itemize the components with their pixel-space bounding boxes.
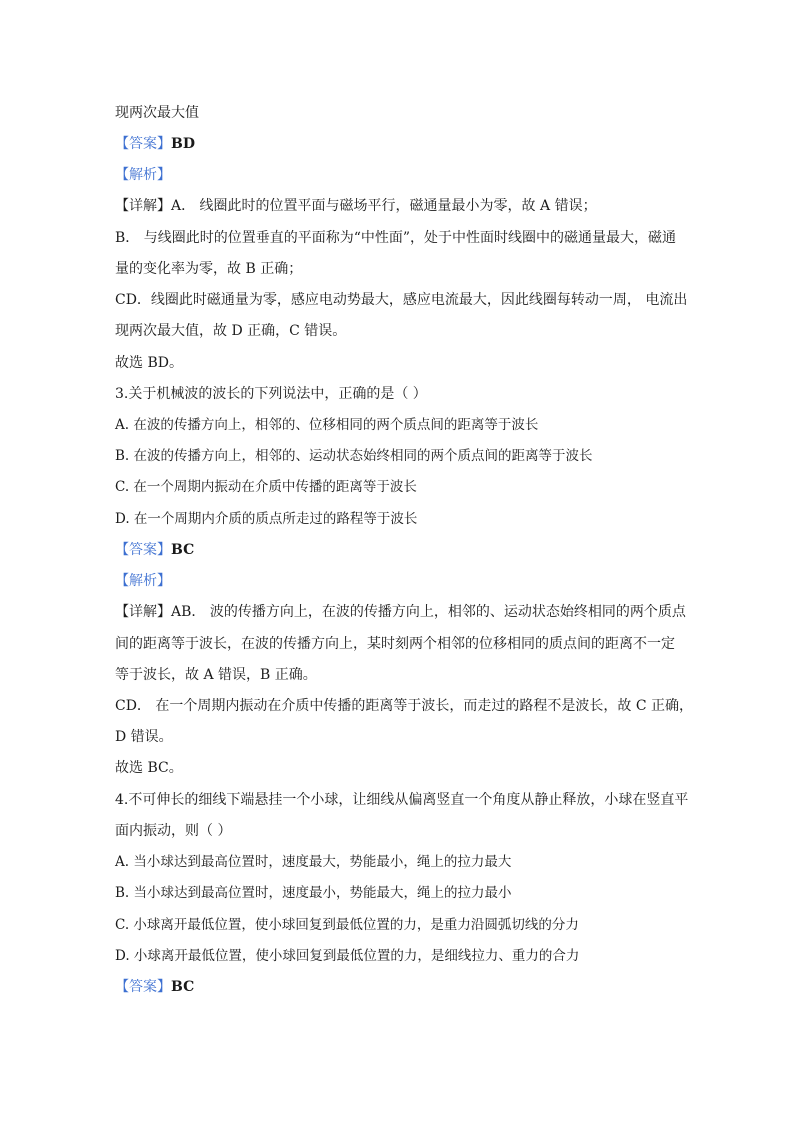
- detail-text: CD．线圈此时磁通量为零，感应电动势最大，感应电流最大，因此线圈每转动一周， 电流出: [115, 292, 688, 308]
- conclusion-text: 故选 BC。: [115, 760, 183, 776]
- line-continuation: 现两次最大值: [115, 105, 199, 121]
- option-b: B. 在波的传播方向上，相邻的、运动状态始终相同的两个质点间的距离等于波长: [115, 448, 593, 464]
- detail-text: 现两次最大值，故 D 正确，C 错误。: [115, 323, 347, 339]
- question-4-stem: 面内振动，则（ ）: [115, 823, 232, 839]
- detail-text: 等于波长，故 A 错误，B 正确。: [115, 667, 317, 683]
- option-c: C. 小球离开最低位置，使小球回复到最低位置的力，是重力沿圆弧切线的分力: [115, 917, 579, 933]
- analysis-tag: 【解析】: [115, 167, 171, 183]
- option-d: D. 在一个周期内介质的质点所走过的路程等于波长: [115, 511, 418, 527]
- option-b: B. 当小球达到最高位置时，速度最小，势能最大，绳上的拉力最小: [115, 885, 512, 901]
- option-d: D. 小球离开最低位置，使小球回复到最低位置的力，是细线拉力、重力的合力: [115, 948, 580, 964]
- option-a: A. 在波的传播方向上，相邻的、位移相同的两个质点间的距离等于波长: [115, 417, 539, 433]
- answer-tag: 【答案】: [115, 542, 171, 558]
- question-4-stem: 4.不可伸长的细线下端悬挂一个小球，让细线从偏离竖直一个角度从静止释放，小球在竖直平: [115, 792, 689, 808]
- option-a: A. 当小球达到最高位置时，速度最大，势能最小，绳上的拉力最大: [115, 854, 512, 870]
- detail-text: CD． 在一个周期内振动在介质中传播的距离等于波长，而走过的路程不是波长，故 C 正确，: [115, 698, 693, 714]
- detail-text: 【详解】A． 线圈此时的位置平面与磁场平行，磁通量最小为零，故 A 错误；: [115, 198, 597, 214]
- answer-row-q4: [115, 977, 194, 997]
- conclusion-text: 故选 BD。: [115, 355, 183, 371]
- detail-text: D 错误。: [115, 729, 173, 745]
- option-c: C. 在一个周期内振动在介质中传播的距离等于波长: [115, 479, 417, 495]
- answer-row-q3: [115, 540, 194, 560]
- detail-text: 【详解】AB． 波的传播方向上，在波的传播方向上，相邻的、运动状态始终相同的两个质点: [115, 604, 686, 620]
- answer-value: BD: [171, 136, 195, 152]
- detail-text: 量的变化率为零，故 B 正确；: [115, 261, 303, 277]
- detail-text: 间的距离等于波长，在波的传播方向上，某时刻两个相邻的位移相同的质点间的距离不一定: [115, 636, 675, 652]
- answer-row-q2: [115, 134, 195, 154]
- analysis-tag: 【解析】: [115, 573, 171, 589]
- question-3-stem: 3.关于机械波的波长的下列说法中，正确的是（ ）: [115, 386, 427, 402]
- answer-value: BC: [171, 542, 195, 558]
- answer-tag: 【答案】: [115, 136, 171, 152]
- answer-tag: 【答案】: [115, 979, 171, 995]
- answer-value: BC: [171, 979, 195, 995]
- detail-text: B． 与线圈此时的位置垂直的平面称为“中性面”，处于中性面时线圈中的磁通量最大，磁通: [115, 230, 677, 246]
